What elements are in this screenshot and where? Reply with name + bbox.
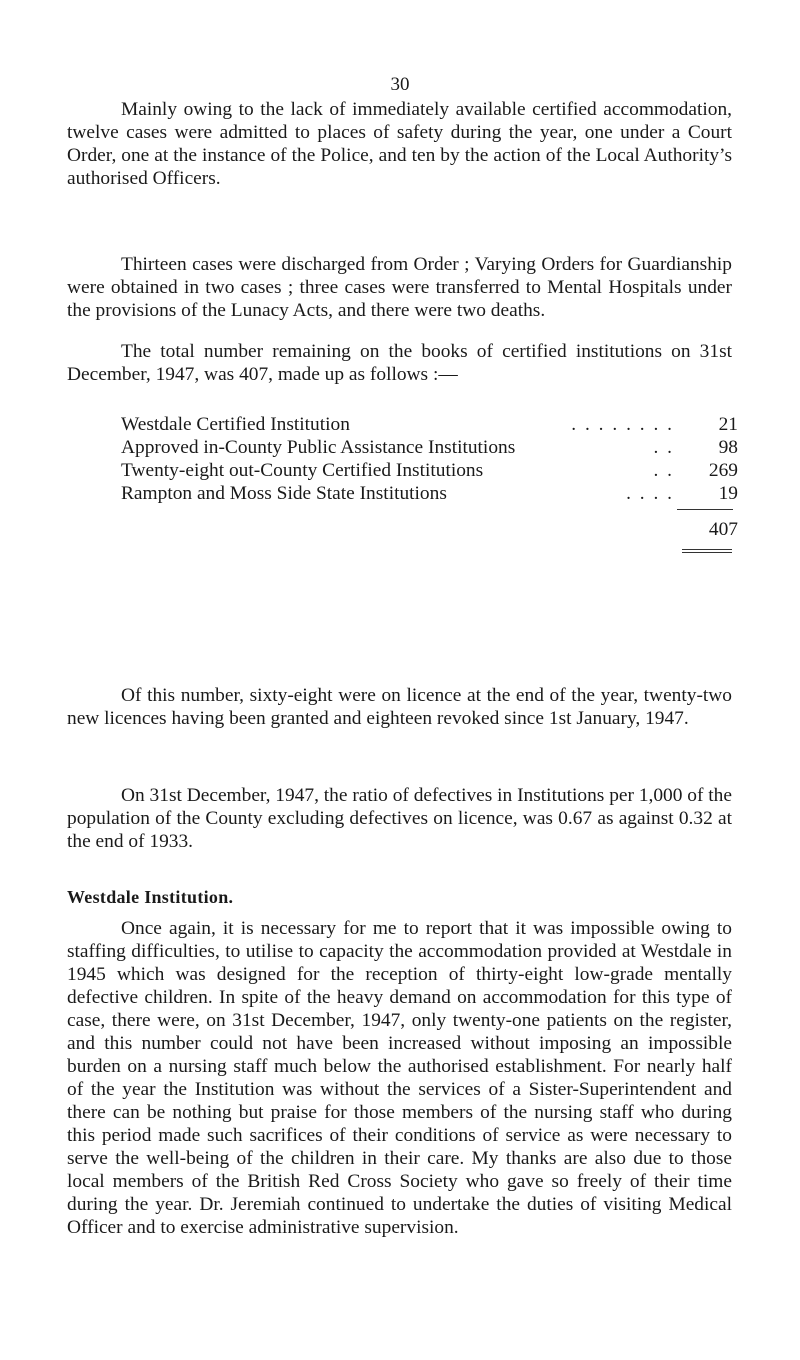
institution-name: Westdale Certified Institution <box>121 414 350 435</box>
table-row <box>121 459 738 482</box>
paragraph-westdale: Once again, it is necessary for me to report that it was impossible owing to staffing difficulties, to utilise to capacity the accommodation provided at Westdale in 1945 which was designed for the reception of thirty-eight low-grade mentally defective children. In spite of the heavy demand on accommodation for this type of case, there were, on 31st December, 1947, only twenty-one patients on the register, and this number could not have been increased without imposing an impossible burden on a nursing staff much below the authorised establishment. For nearly half of the year the Institution was without the services of a Sister-Superintendent and there can be nothing but praise for those members of the nursing staff who during this period made such sacrifices of their conditions of service as were necessary to serve the well-being of the children in their care. My thanks are also due to those local members of the British Red Cross Society who gave so freely of their time during the year. Dr. Jeremiah continued to undertake the duties of visiting Medical Officer and to exercise administrative supervision. <box>67 918 732 1238</box>
table-total: 407 <box>708 519 738 540</box>
institution-count: 98 <box>718 437 738 458</box>
institution-name: Twenty-eight out-County Certified Institutions <box>121 460 484 481</box>
institution-count: 19 <box>718 483 738 504</box>
institution-name: Rampton and Moss Side State Institutions <box>121 483 447 504</box>
paragraph-total-remaining: The total number remaining on the books of certified institutions on 31st December, 1947, was 407, made up as follows :— <box>67 341 732 385</box>
institution-name: Approved in-County Public Assistance Institutions <box>121 437 516 458</box>
paragraph-licences: Of this number, sixty-eight were on licence at the end of the year, twenty-two new licences having been granted and eighteen revoked since 1st January, 1947. <box>67 685 732 729</box>
institution-count: 21 <box>718 414 738 435</box>
institution-count: 269 <box>708 460 738 481</box>
table-row <box>121 436 738 459</box>
paragraph-discharges: Thirteen cases were discharged from Order ; Varying Orders for Guardianship were obtained in two cases ; three cases were transferred to Mental Hospitals under the provisions of the Lunacy Acts, and there were two deaths. <box>67 254 732 321</box>
dot-leader: . . <box>653 460 674 481</box>
paragraph-ratio: On 31st December, 1947, the ratio of defectives in Institutions per 1,000 of the population of the County excluding defectives on licence, was 0.67 as against 0.32 at the end of 1933. <box>67 785 732 852</box>
dot-leader: . . . . . . . . <box>571 414 674 435</box>
section-heading: Westdale Institution. <box>67 887 234 907</box>
total-double-rule <box>682 549 732 553</box>
table-row <box>121 413 738 436</box>
dot-leader: . . <box>653 437 674 458</box>
table-row <box>121 482 738 505</box>
total-rule <box>677 509 733 510</box>
page-number: 30 <box>390 74 410 95</box>
paragraph-accommodation: Mainly owing to the lack of immediately available certified accommodation, twelve cases were admitted to places of safety during the year, one under a Court Order, one at the instance of the Police, and ten by the action of the Local Authority’s authorised Officers. <box>67 99 732 189</box>
institutions-table <box>121 413 738 505</box>
dot-leader: . . . . <box>626 483 674 504</box>
